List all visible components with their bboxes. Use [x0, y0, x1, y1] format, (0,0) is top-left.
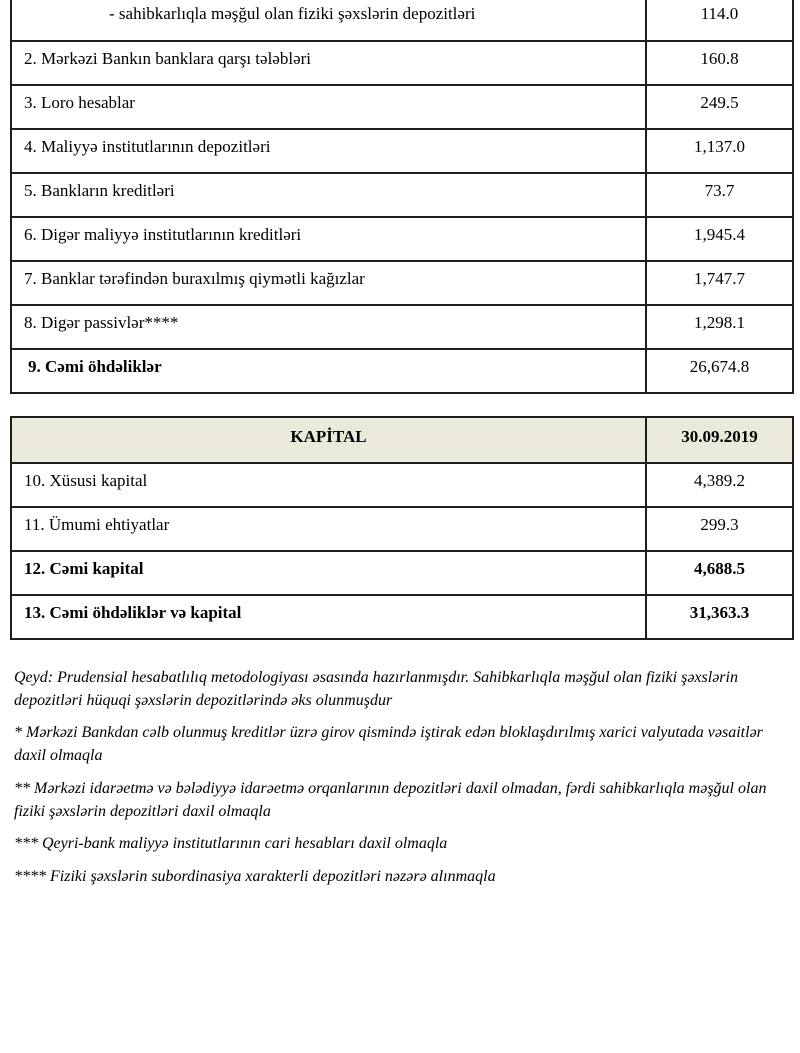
capital-table	[10, 416, 794, 640]
table-row	[11, 129, 793, 173]
row-label: 12. Cəmi kapital	[11, 551, 646, 595]
row-label: - sahibkarlıqla məşğul olan fiziki şəxslərin depozitləri	[11, 0, 646, 41]
footnote-4-star: **** Fiziki şəxslərin subordinasiya xarakterli depozitləri nəzərə alınmaqla	[14, 868, 496, 886]
row-value: 26,674.8	[646, 349, 793, 393]
row-value: 1,945.4	[646, 217, 793, 261]
row-value: 4,389.2	[646, 463, 793, 507]
table-row	[11, 173, 793, 217]
table-row	[11, 507, 793, 551]
row-label: 8. Digər passivlər****	[11, 305, 646, 349]
row-label: 2. Mərkəzi Bankın banklara qarşı tələbləri	[11, 41, 646, 85]
table-row-total-liabilities	[11, 349, 793, 393]
table-row	[11, 463, 793, 507]
footnote-qeyd: Qeyd: Prudensial hesabatlılıq metodologiyası əsasında hazırlanmışdır. Sahibkarlıqla məşğul olan fiziki şəxslərin depozitləri hüquqi şəxslərin depozitlərində əks olunmuşdur	[14, 669, 738, 709]
row-value: 4,688.5	[646, 551, 793, 595]
footnote-1-star: * Mərkəzi Bankdan cəlb olunmuş kreditlər üzrə girov qismində iştirak edən bloklaşdırılmış xarici valyutada vəsaitlər daxil olmaqla	[14, 724, 763, 765]
row-value: 73.7	[646, 173, 793, 217]
row-value: 299.3	[646, 507, 793, 551]
row-label: 4. Maliyyə institutlarının depozitləri	[11, 129, 646, 173]
table-row	[11, 85, 793, 129]
row-label: 9. Cəmi öhdəliklər	[11, 349, 646, 393]
row-label: 5. Bankların kreditləri	[11, 173, 646, 217]
footnotes	[14, 667, 784, 889]
report-date: 30.09.2019	[646, 417, 793, 463]
footnote-2-star: ** Mərkəzi idarəetmə və bələdiyyə idarəetmə orqanlarının depozitləri daxil olmadan, fərdi sahibkarlıqla məşğul olan fiziki şəxslərin depozitləri daxil olmaqla	[14, 779, 767, 820]
row-label: 11. Ümumi ehtiyatlar	[11, 507, 646, 551]
table-row	[11, 0, 793, 41]
row-label: 3. Loro hesablar	[11, 85, 646, 129]
table-row-total-capital	[11, 551, 793, 595]
row-label: 6. Digər maliyyə institutlarının kreditləri	[11, 217, 646, 261]
table-row	[11, 305, 793, 349]
capital-section-title: KAPİTAL	[11, 417, 646, 463]
row-label: 13. Cəmi öhdəliklər və kapital	[11, 595, 646, 639]
row-label: 7. Banklar tərəfindən buraxılmış qiymətli kağızlar	[11, 261, 646, 305]
table-row	[11, 217, 793, 261]
row-value: 1,137.0	[646, 129, 793, 173]
table-row	[11, 261, 793, 305]
footnote-3-star: *** Qeyri-bank maliyyə institutlarının cari hesabları daxil olmaqla	[14, 835, 448, 853]
capital-header-row	[11, 417, 793, 463]
row-value: 1,298.1	[646, 305, 793, 349]
row-value: 114.0	[646, 0, 793, 41]
liabilities-table	[10, 0, 794, 394]
row-value: 1,747.7	[646, 261, 793, 305]
row-value: 249.5	[646, 85, 793, 129]
row-value: 160.8	[646, 41, 793, 85]
table-row-total-liabilities-capital	[11, 595, 793, 639]
row-label: 10. Xüsusi kapital	[11, 463, 646, 507]
row-value: 31,363.3	[646, 595, 793, 639]
table-row	[11, 41, 793, 85]
